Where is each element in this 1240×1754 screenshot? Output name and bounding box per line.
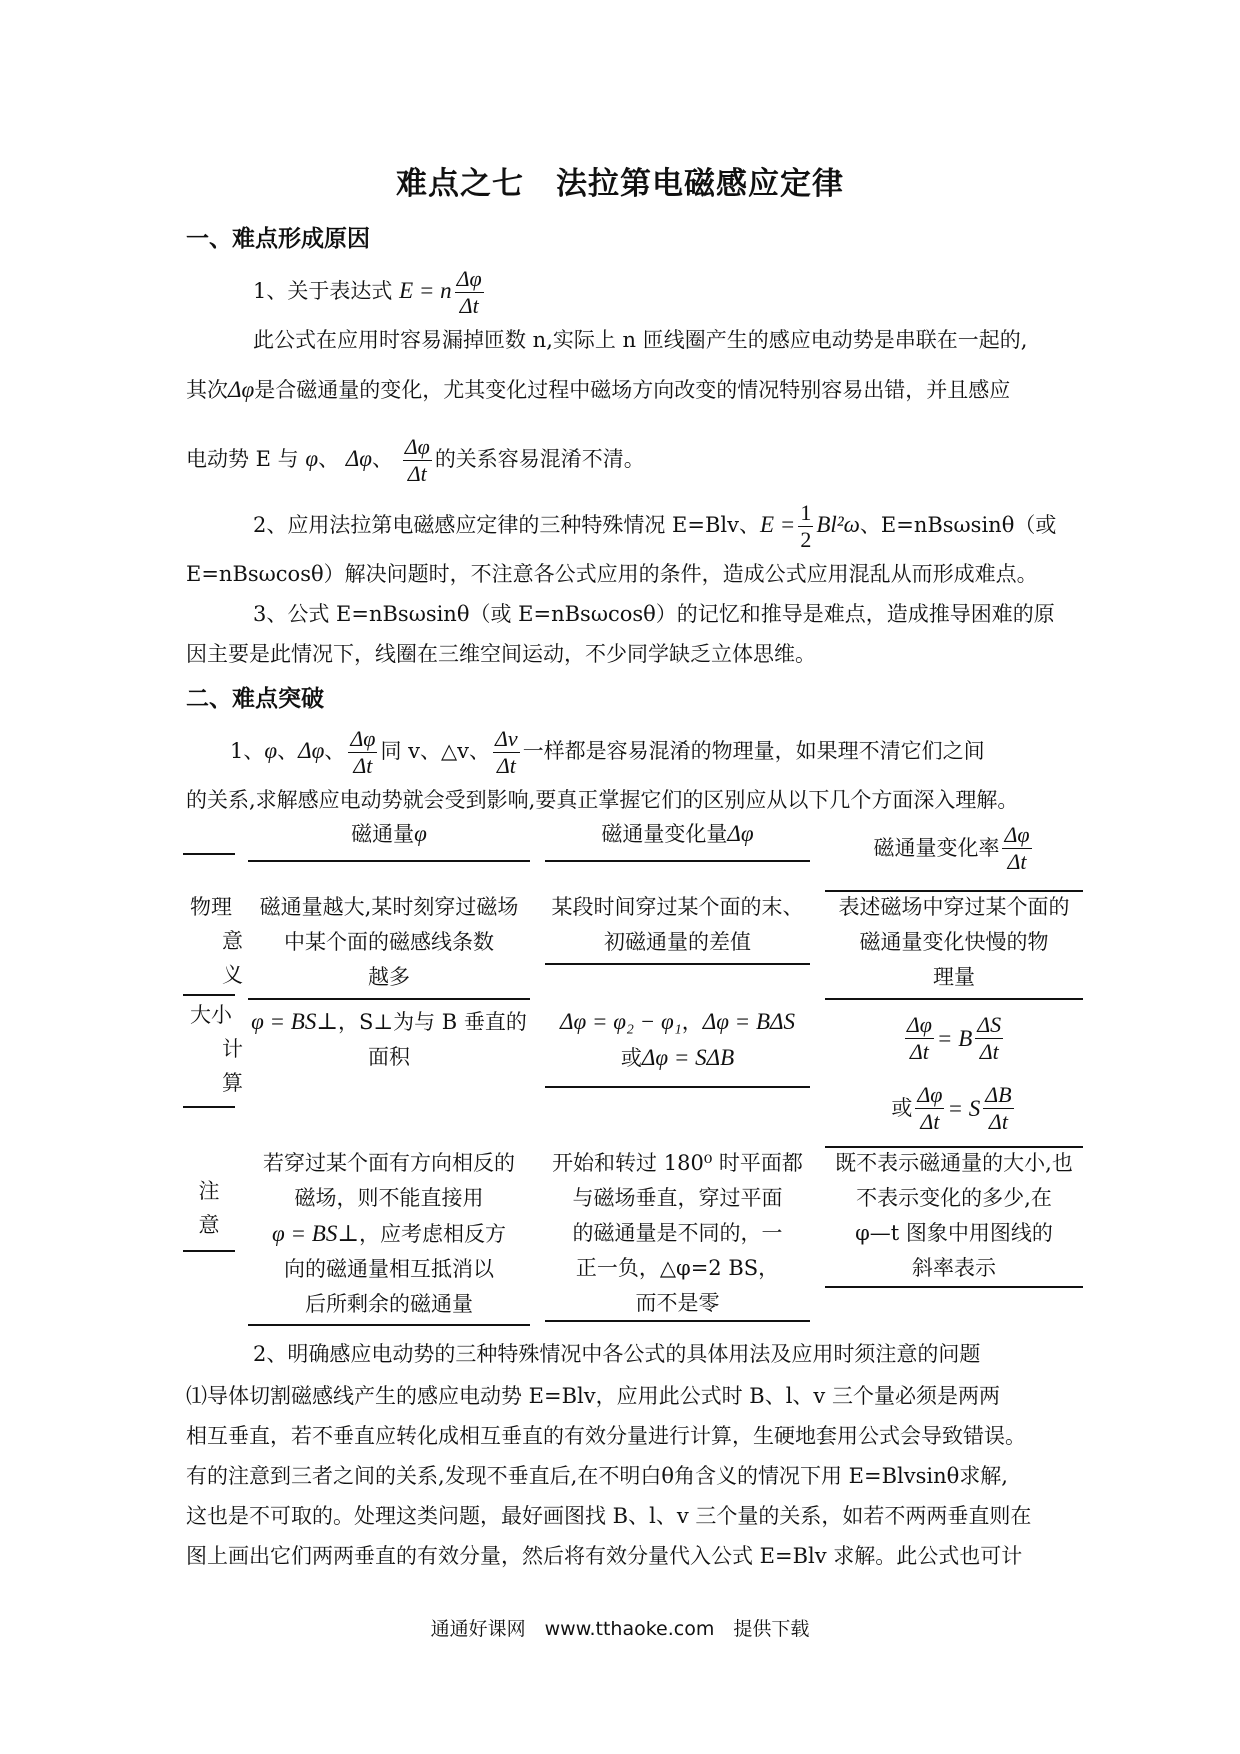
- text: 正一负，△φ=2 BS，: [575, 1256, 780, 1280]
- text: ，S⊥为与 B 垂直的: [338, 1010, 527, 1034]
- frac-den: Δt: [909, 1038, 929, 1064]
- frac-den: Δt: [979, 1038, 999, 1064]
- frac-num: Δφ: [917, 1081, 943, 1107]
- text: 计: [222, 1037, 243, 1061]
- rule: [545, 860, 810, 862]
- section2-heading: 二、难点突破: [186, 686, 324, 712]
- page-title: 难点之七 法拉第电磁感应定律: [396, 166, 844, 202]
- frac-den: Δt: [988, 1108, 1008, 1134]
- fraction-dphi-dt: [1002, 822, 1031, 875]
- text: 不表示变化的多少,在: [856, 1186, 1052, 1210]
- rule: [545, 963, 810, 965]
- row1-col1: [248, 890, 530, 995]
- text: 的磁通量是不同的，一: [572, 1221, 783, 1245]
- delta-phi: Δφ: [298, 738, 325, 763]
- col1-header: [248, 816, 530, 852]
- fraction-dphi-dt: [348, 726, 377, 779]
- text: 物理: [190, 895, 232, 919]
- delta-phi: Δφ: [345, 446, 373, 471]
- s2-item2-p1-line1: ⑴导体切割磁感线产生的感应电动势 E=Blv，应用此公式时 B、l、v 三个量必须是两两: [186, 1384, 1000, 1408]
- frac-num: Δφ: [456, 266, 482, 291]
- fraction-dphi-dt: [403, 434, 432, 487]
- text: 磁通量: [351, 822, 415, 846]
- frac-den: Δt: [496, 753, 516, 778]
- formula: Δφ = SΔB: [641, 1045, 735, 1070]
- text: 与磁场垂直，穿过平面: [572, 1186, 783, 1210]
- frac-num: Δv: [495, 726, 518, 751]
- rule: [183, 994, 235, 996]
- frac-den: Δt: [920, 1108, 940, 1134]
- s1-item1-line2: [186, 372, 1010, 408]
- text: 的关系容易混淆不清。: [434, 447, 645, 471]
- text: 面积: [368, 1045, 410, 1069]
- rule: [183, 1250, 235, 1252]
- formula-rest: Bl²ω: [816, 512, 860, 537]
- row1-label: [186, 890, 243, 992]
- s2-item2-p1-line5: 图上画出它们两两垂直的有效分量，然后将有效分量代入公式 E=Blv 求解。此公式也可计: [186, 1544, 1023, 1568]
- s1-item3-line1: 3、公式 E=nBsωsinθ（或 E=nBsωcosθ）的记忆和推导是难点，造成推导困难的原: [253, 602, 1055, 626]
- text: 斜率表示: [912, 1256, 996, 1280]
- text: 中某个面的磁感线条数: [284, 930, 494, 954]
- s1-item1-label: 1、关于表达式: [253, 279, 393, 303]
- text: 而不是零: [635, 1291, 720, 1315]
- s1-item2-line1: [253, 500, 1056, 553]
- frac-den: Δt: [353, 753, 373, 778]
- text: 初磁通量的差值: [604, 930, 751, 954]
- frac-num: Δφ: [906, 1011, 932, 1037]
- text: 、E=nBsωsinθ（或: [859, 513, 1057, 537]
- s1-item1: [253, 266, 487, 319]
- row3-col3: [825, 1146, 1083, 1286]
- s2-item2-p1-line2: 相互垂直，若不垂直应转化成相互垂直的有效分量进行计算，生硬地套用公式会导致错误。: [186, 1424, 1026, 1448]
- s1-item2-line2: E=nBsωcosθ）解决问题时，不注意各公式应用的条件，造成公式应用混乱从而形成难点。: [186, 562, 1038, 586]
- fraction-half: [798, 500, 813, 553]
- frac-num: ΔB: [985, 1081, 1012, 1107]
- rule: [545, 1086, 810, 1088]
- sep: 、: [277, 739, 299, 763]
- text: 意: [198, 1213, 220, 1237]
- section1-heading: 一、难点形成原因: [186, 226, 370, 252]
- frac-num: Δφ: [1004, 822, 1030, 847]
- phi: φ: [264, 738, 278, 763]
- text: 开始和转过 180⁰ 时平面都: [552, 1151, 803, 1175]
- delta-phi: Δφ: [228, 377, 255, 402]
- s2-item1-line2: 的关系,求解感应电动势就会受到影响,要真正掌握它们的区别应从以下几个方面深入理解。: [186, 788, 1019, 812]
- text: 磁通量变化量: [601, 822, 728, 846]
- text: 若穿过某个面有方向相反的: [263, 1151, 515, 1175]
- frac-num: ΔS: [977, 1011, 1002, 1037]
- rule: [248, 998, 530, 1000]
- s1-item1-formula: E = n: [399, 278, 452, 303]
- row1-col3: [825, 890, 1083, 995]
- frac-den: Δt: [1007, 849, 1027, 874]
- rule: [248, 860, 530, 862]
- frac-num: 1: [800, 500, 812, 525]
- row2-label: [186, 998, 243, 1100]
- formula: φ = BS⊥: [251, 1009, 338, 1034]
- text: 2、应用法拉第电磁感应定律的三种特殊情况 E=Blv、: [253, 513, 760, 537]
- text: 1、: [230, 739, 265, 763]
- text: 某段时间穿过某个面的末、: [551, 895, 804, 919]
- rule: [825, 998, 1083, 1000]
- text: 或: [891, 1095, 913, 1120]
- s2-item1-line1: [230, 726, 985, 779]
- rule: [183, 853, 235, 855]
- text: 电动势 E 与: [186, 447, 299, 471]
- frac-den: 2: [800, 527, 812, 552]
- sep: 、: [318, 447, 340, 471]
- phi: φ: [305, 446, 319, 471]
- text: 义: [222, 963, 243, 987]
- formula: φ = BS⊥: [272, 1221, 359, 1246]
- text: 大小: [190, 1003, 232, 1027]
- phi: φ: [414, 821, 427, 846]
- formula: = B: [936, 1025, 973, 1051]
- fraction-db-dt: [983, 1082, 1013, 1135]
- frac-den: Δt: [407, 461, 427, 486]
- text: 同 v、△v、: [380, 739, 490, 763]
- frac-den: Δt: [459, 293, 479, 318]
- s2-item2-p1-line4: 这也是不可取的。处理这类问题，最好画图找 B、l、v 三个量的关系，如若不两两垂直则在: [186, 1504, 1032, 1528]
- row2-col3: [825, 1004, 1083, 1144]
- text: 磁通量变化率: [873, 836, 1000, 860]
- col2-header: [545, 816, 810, 852]
- frac-num: Δφ: [404, 434, 430, 459]
- row1-col2: [545, 890, 810, 960]
- s1-item1-line1: 此公式在应用时容易漏掉匝数 n,实际上 n 匝线圈产生的感应电动势是串联在一起的,: [253, 328, 1028, 352]
- text: 算: [222, 1071, 243, 1095]
- text: 磁场，则不能直接用: [294, 1186, 484, 1210]
- row3-col2: [545, 1146, 810, 1321]
- sep: 、: [372, 447, 394, 471]
- sep: ，: [681, 1010, 703, 1034]
- rule: [825, 1286, 1083, 1288]
- rule: [183, 1106, 235, 1108]
- delta-phi: Δφ: [727, 821, 754, 846]
- text: 意: [222, 929, 243, 953]
- sep: 、: [324, 739, 346, 763]
- text: 越多: [368, 965, 410, 989]
- s1-item3-line2: 因主要是此情况下，线圈在三维空间运动，不少同学缺乏立体思维。: [186, 642, 816, 666]
- text: 既不表示磁通量的大小,也: [835, 1151, 1073, 1175]
- row2-col1: [248, 1004, 530, 1075]
- text: ，应考虑相反方: [358, 1222, 506, 1246]
- text: 表述磁场中穿过某个面的: [838, 895, 1070, 919]
- text: 磁通量越大,某时刻穿过磁场: [259, 895, 519, 919]
- s2-item2-p1-line3: 有的注意到三者之间的关系,发现不垂直后,在不明白θ角含义的情况下用 E=Blvsinθ求解,: [186, 1464, 1008, 1488]
- row3-label: [194, 1174, 224, 1242]
- text: 或: [620, 1046, 642, 1070]
- col3-header: [825, 822, 1083, 875]
- fraction-dphi-dt: [455, 266, 484, 319]
- row3-col1: [248, 1146, 530, 1322]
- fraction-ds-dt: [975, 1012, 1003, 1065]
- s1-item1-line3: [186, 434, 645, 487]
- footer: 通通好课网 www.tthaoke.com 提供下载: [430, 1618, 810, 1640]
- fraction-dphi-dt: [915, 1082, 944, 1135]
- text: 一样都是容易混淆的物理量，如果理不清它们之间: [522, 739, 985, 763]
- formula: Δφ = φ₂ − φ₁: [559, 1009, 682, 1034]
- text: 理量: [933, 965, 975, 989]
- frac-num: Δφ: [350, 726, 376, 751]
- s2-item2: 2、明确感应电动势的三种特殊情况中各公式的具体用法及应用时须注意的问题: [253, 1342, 981, 1366]
- text: 其次: [186, 378, 228, 402]
- row2-col2: [545, 1004, 810, 1076]
- text: 磁通量变化快慢的物: [859, 930, 1049, 954]
- formula: Δφ = BΔS: [702, 1009, 795, 1034]
- text: 后所剩余的磁通量: [305, 1292, 473, 1316]
- formula: = S: [947, 1095, 981, 1121]
- rule: [248, 1324, 530, 1326]
- text: φ—t 图象中用图线的: [855, 1221, 1053, 1245]
- fraction-dv-dt: [493, 726, 520, 779]
- text: 向的磁通量相互抵消以: [284, 1257, 494, 1281]
- rule: [545, 1320, 810, 1322]
- formula-E: E =: [759, 512, 796, 537]
- text: 注: [198, 1179, 220, 1203]
- fraction-dphi-dt: [905, 1012, 934, 1065]
- text: 是合磁通量的变化，尤其变化过程中磁场方向改变的情况特别容易出错，并且感应: [254, 378, 1011, 402]
